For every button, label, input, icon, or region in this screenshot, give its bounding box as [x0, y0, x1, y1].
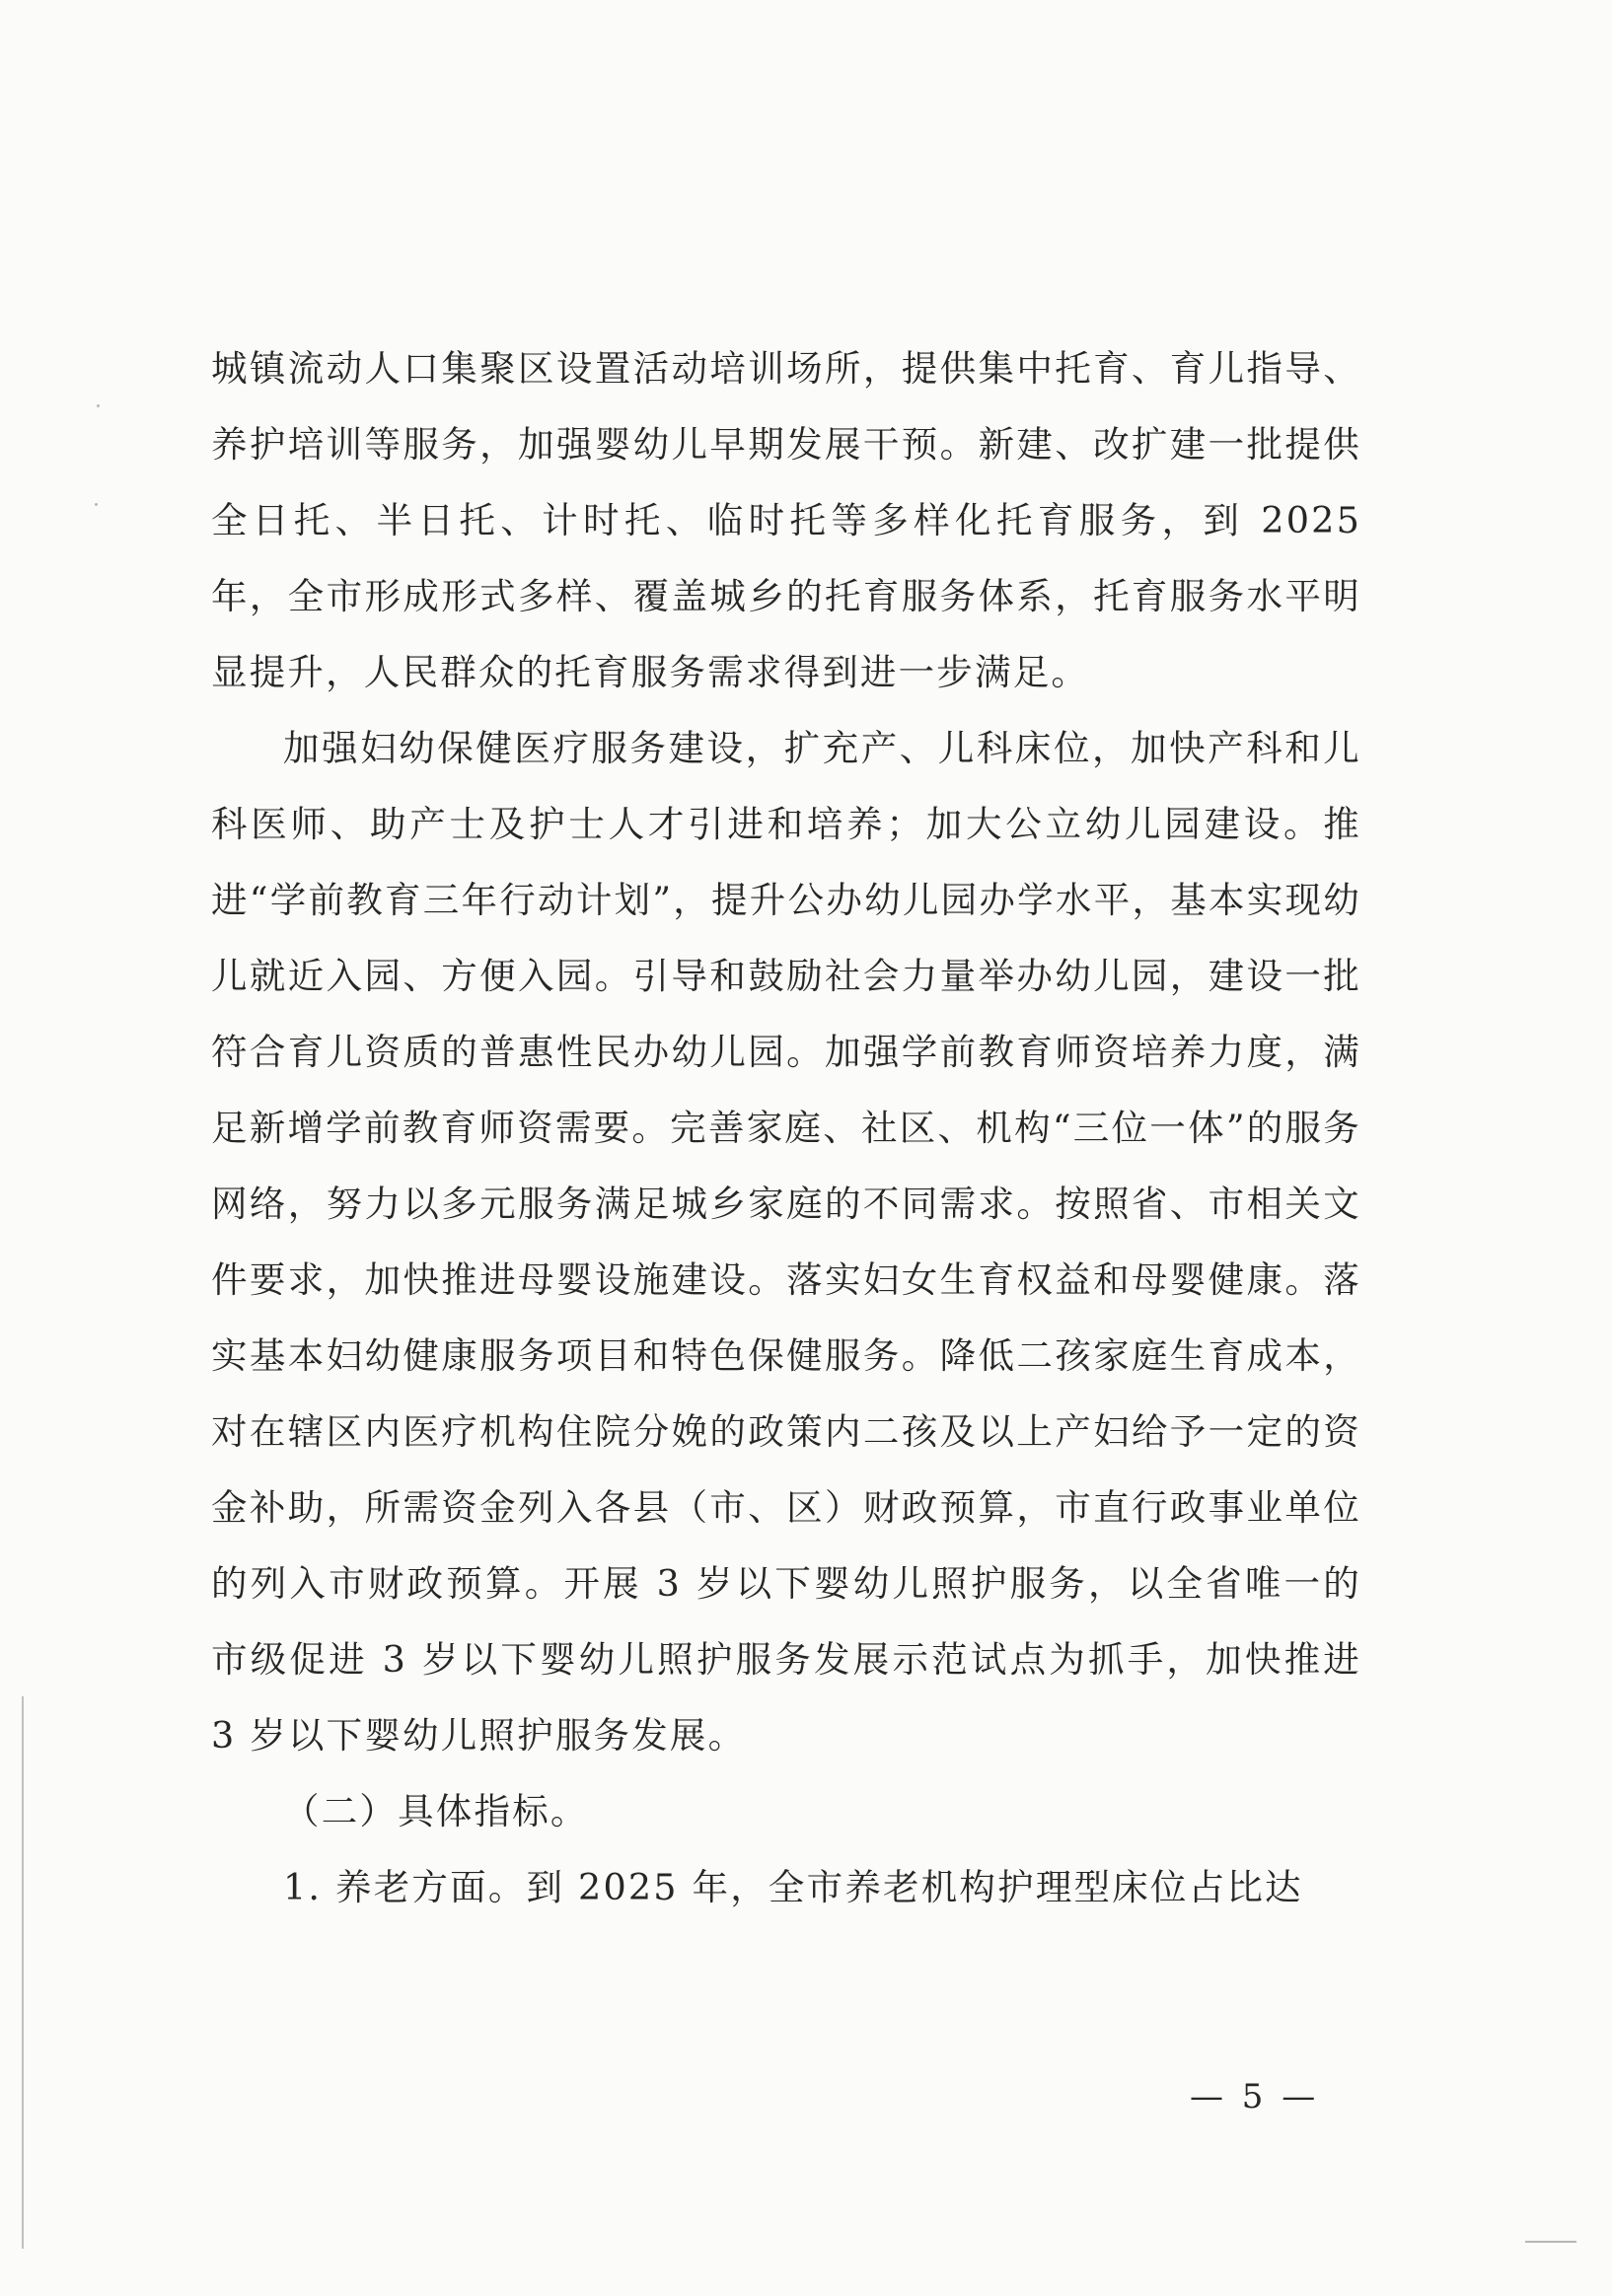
paragraph-1: 城镇流动人口集聚区设置活动培训场所，提供集中托育、育儿指导、养护培训等服务，加强婴幼儿早期发展干预。新建、改扩建一批提供全日托、半日托、计时托、临时托等多样化托育服务，到 2025 年，全市形成形式多样、覆盖城乡的托育服务体系，托育服务水平明显提升，人民群众的托育服务需求得到进一步满足。: [211, 347, 1361, 693]
scan-edge-line: [22, 1696, 24, 2249]
body-text: [211, 330, 1361, 1925]
scan-speck: [95, 503, 98, 506]
section-heading: （二）具体指标。: [283, 1790, 589, 1832]
page-number: — 5 —: [1190, 2077, 1320, 2117]
paragraph-2: 加强妇幼保健医疗服务建设，扩充产、儿科床位，加快产科和儿科医师、助产士及护士人才引进和培养；加大公立幼儿园建设。推进“学前教育三年行动计划”，提升公办幼儿园办学水平，基本实现幼儿就近入园、方便入园。引导和鼓励社会力量举办幼儿园，建设一批符合育儿资质的普惠性民办幼儿园。加强学前教育师资培养力度，满足新增学前教育师资需要。完善家庭、社区、机构“三位一体”的服务网络，努力以多元服务满足城乡家庭的不同需求。按照省、市相关文件要求，加快推进母婴设施建设。落实妇女生育权益和母婴健康。落实基本妇幼健康服务项目和特色保健服务。降低二孩家庭生育成本，对在辖区内医疗机构住院分娩的政策内二孩及以上产妇给予一定的资金补助，所需资金列入各县（市、区）财政预算，市直行政事业单位的列入市财政预算。开展 3 岁以下婴幼儿照护服务，以全省唯一的市级促进 3 岁以下婴幼儿照护服务发展示范试点为抓手，加快推进 3 岁以下婴幼儿照护服务发展。: [211, 727, 1361, 1757]
scan-speck: [97, 404, 100, 407]
scan-corner-mark: [1525, 2241, 1576, 2243]
paragraph-3: 1. 养老方面。到 2025 年，全市养老机构护理型床位占比达: [283, 1866, 1303, 1908]
